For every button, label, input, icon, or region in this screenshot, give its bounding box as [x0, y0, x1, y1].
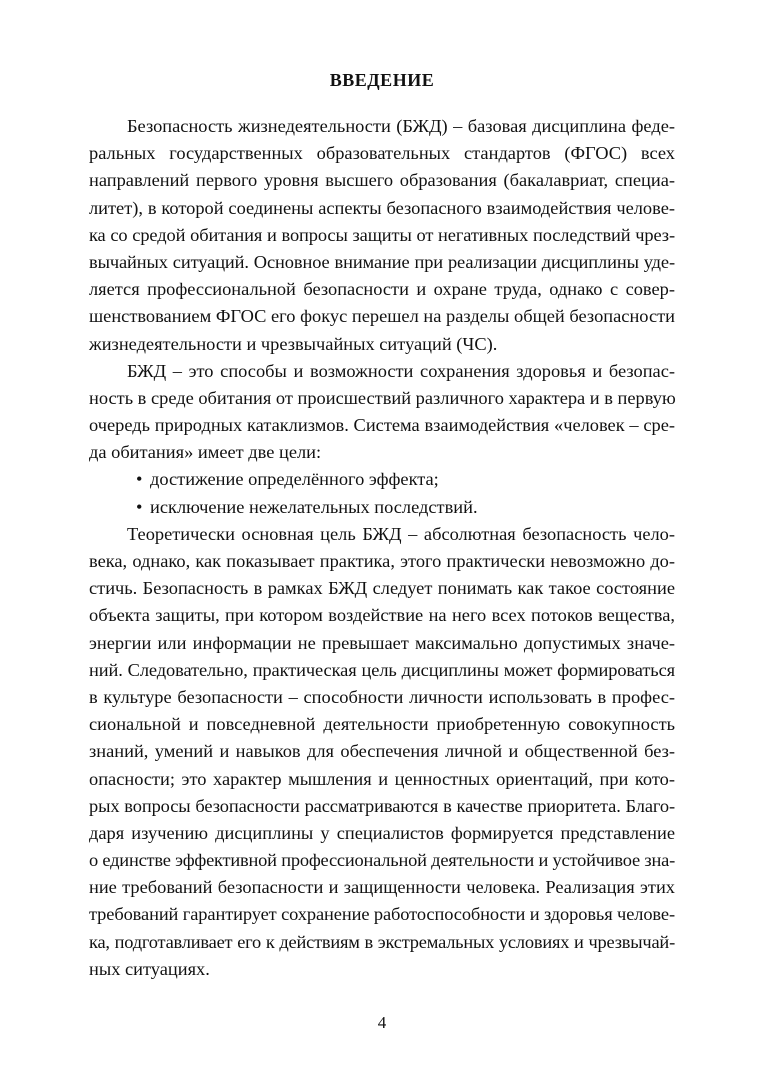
page-title: ВВЕДЕНИЕ [329, 70, 435, 90]
bullet-icon: • [136, 496, 143, 517]
list-item-text: исключение нежелательных последствий. [150, 496, 478, 517]
bullet-icon: • [136, 469, 143, 490]
text-line: о единстве эффективной профессиональной деятельности и устойчивое зна- [89, 850, 675, 871]
paragraph-definition [89, 358, 675, 467]
text-line: вычайных ситуаций. Основное внимание при реализации дисциплины уде- [89, 251, 675, 272]
text-line: литет), в которой соединены аспекты безопасного взаимодействия челове- [89, 197, 675, 218]
text-line: века, однако, как показывает практика, этого практически невозможно до- [89, 551, 675, 571]
text-line: требований гарантирует сохранение работоспособности и здоровья челове- [89, 904, 675, 925]
text-line: Безопасность жизнедеятельности (БЖД) – базовая дисциплина феде- [127, 116, 675, 136]
list-item [89, 494, 675, 521]
text-line: в культуре безопасности – способности личности использовать в профес- [89, 686, 675, 707]
page-number: 4 [377, 1013, 387, 1032]
text-line: ний. Следовательно, практическая цель дисциплины может формироваться [89, 659, 675, 680]
text-line: опасности; это характер мышления и ценностных ориентаций, при кото- [89, 768, 675, 789]
text-line: очередь природных катаклизмов. Система взаимодействия «человек – сре- [89, 415, 675, 436]
text-line: Теоретически основная цель БЖД – абсолютная безопасность чело- [127, 523, 675, 544]
text-line: знаний, умений и навыков для обеспечения личной и общественной без- [89, 741, 675, 762]
text-line: жизнедеятельности и чрезвычайных ситуаций (ЧС). [89, 333, 498, 354]
body-text [89, 113, 675, 983]
text-line: энергии или информации не превышает максимально допустимых значе- [89, 632, 675, 653]
text-line: объекта защиты, при котором воздействие на него всех потоков вещества, [89, 605, 675, 626]
text-line: ляется профессиональной безопасности и охране труда, однако с совер- [89, 279, 675, 300]
text-line: да обитания» имеет две цели: [89, 442, 322, 463]
text-line: сиональной и повседневной деятельности приобретенную совокупность [89, 714, 675, 735]
text-line: ность в среде обитания от происшествий различного характера и в первую [89, 387, 676, 408]
text-line: даря изучению дисциплины у специалистов формируется представление [89, 822, 675, 843]
paragraph-goal [89, 521, 675, 983]
text-line: ние требований безопасности и защищенности человека. Реализация этих [89, 877, 675, 898]
text-line: шенствованием ФГОС его фокус перешел на разделы общей безопасности [89, 306, 675, 327]
list-item-text: достижение определённого эффекта; [150, 469, 439, 490]
paragraph-intro [89, 113, 675, 358]
text-line: БЖД – это способы и возможности сохранения здоровья и безопас- [127, 360, 675, 381]
text-line: стичь. Безопасность в рамках БЖД следует понимать как такое состояние [89, 578, 675, 599]
text-line: ка, подготавливает его к действиям в экстремальных условиях и чрезвычай- [89, 931, 675, 952]
text-line: ных ситуациях. [89, 958, 210, 979]
text-line: направлений первого уровня высшего образования (бакалавриат, специа- [89, 170, 675, 191]
text-line: рых вопросы безопасности рассматриваются в качестве приоритета. Благо- [89, 795, 675, 816]
text-line: ральных государственных образовательных стандартов (ФГОС) всех [89, 143, 675, 164]
text-line: ка со средой обитания и вопросы защиты от негативных последствий чрез- [89, 224, 675, 245]
list-item [89, 466, 675, 493]
goals-list [89, 466, 675, 520]
